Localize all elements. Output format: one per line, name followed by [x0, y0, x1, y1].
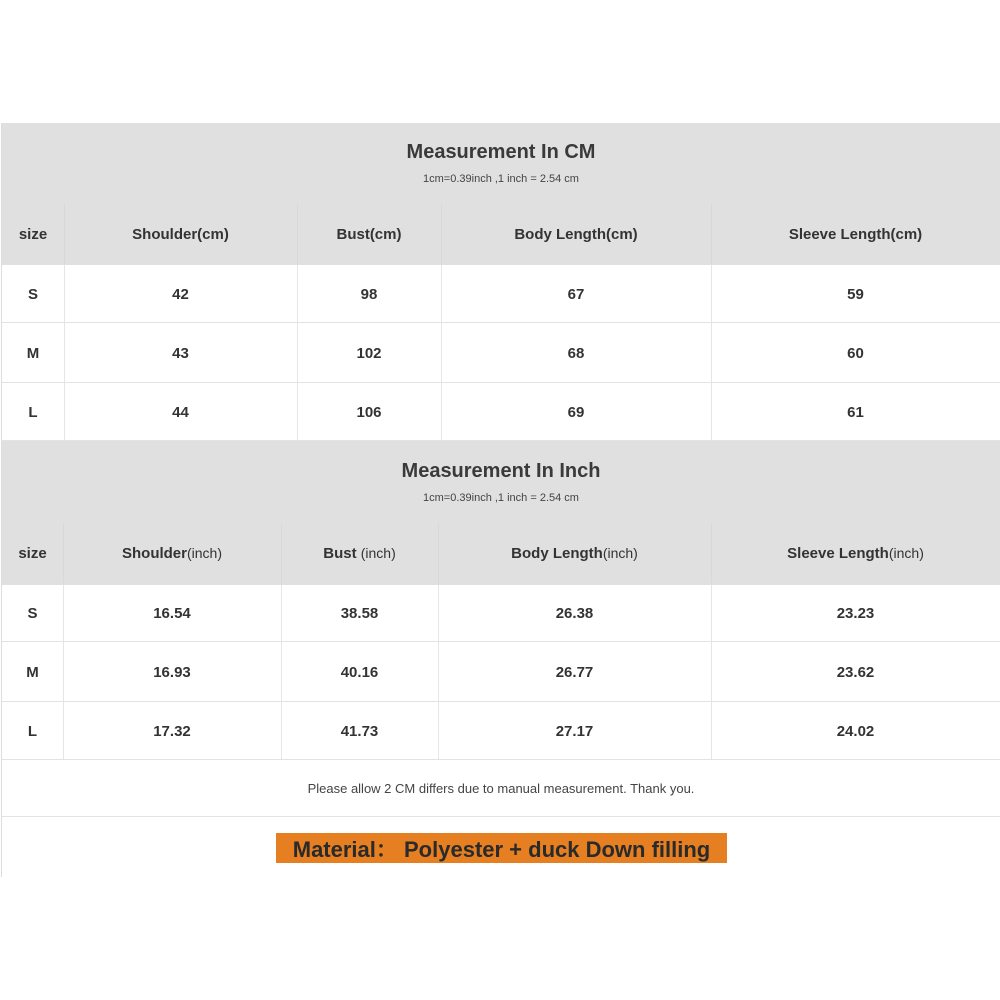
column-divider	[438, 702, 439, 760]
value-cell: 16.54	[153, 605, 191, 622]
inch-table-title: Measurement In Inch	[401, 460, 601, 482]
value-cell: 98	[360, 285, 378, 303]
column-divider	[441, 265, 442, 323]
value-cell: 41.73	[340, 722, 379, 740]
size-cell: S	[27, 285, 38, 303]
cm-table-title: Measurement In CM	[406, 141, 596, 163]
column-divider	[64, 204, 65, 264]
value-cell: 59	[847, 285, 864, 303]
column-divider	[711, 383, 712, 441]
value-cell: 106	[356, 403, 382, 421]
column-divider	[281, 702, 282, 760]
value-cell: 23.62	[836, 663, 875, 681]
value-cell: 23.23	[836, 605, 875, 622]
column-divider	[711, 642, 712, 702]
size-cell: S	[27, 605, 38, 622]
column-divider	[63, 585, 64, 642]
column-header: Shoulder(cm)	[132, 225, 229, 243]
column-header	[2, 523, 63, 583]
column-divider	[63, 523, 64, 583]
column-divider	[63, 702, 64, 760]
column-divider	[711, 323, 712, 383]
column-divider	[63, 642, 64, 702]
column-divider	[281, 642, 282, 702]
column-header-unit: (inch)	[360, 545, 396, 561]
size-cell: L	[27, 722, 38, 740]
column-header: Sleeve Length(cm)	[788, 225, 923, 243]
value-cell: 27.17	[555, 722, 594, 740]
column-divider	[441, 323, 442, 383]
column-header-label: Bust	[323, 544, 361, 562]
column-header-unit: (inch)	[602, 545, 638, 561]
value-cell: 17.32	[153, 722, 191, 740]
column-divider	[441, 383, 442, 441]
value-cell: 44	[172, 403, 189, 421]
size-cell: L	[28, 403, 38, 421]
column-header: Body Length(cm)	[514, 225, 638, 243]
column-header	[711, 523, 1000, 583]
column-divider	[711, 523, 712, 583]
column-divider	[64, 323, 65, 383]
column-header	[281, 523, 438, 583]
column-divider	[711, 204, 712, 264]
column-header-label: Shoulder	[121, 544, 187, 562]
column-divider	[297, 265, 298, 323]
column-header-label: size	[18, 544, 47, 562]
size-cell: M	[26, 663, 39, 681]
column-header-label: Sleeve Length	[787, 544, 889, 562]
column-divider	[297, 204, 298, 264]
column-divider	[438, 523, 439, 583]
column-header-label: Body Length	[511, 544, 603, 562]
value-cell: 69	[567, 403, 585, 421]
cm-table-subtitle: 1cm=0.39inch ,1 inch = 2.54 cm	[423, 173, 579, 185]
column-header	[63, 523, 281, 583]
column-header: size	[18, 225, 48, 243]
column-divider	[441, 204, 442, 264]
value-cell: 16.93	[153, 663, 191, 681]
column-divider	[438, 642, 439, 702]
column-divider	[711, 585, 712, 642]
column-header-unit: (inch)	[187, 545, 223, 561]
column-divider	[711, 702, 712, 760]
material-label: Material： Polyester + duck Down filling	[276, 833, 727, 863]
value-cell: 60	[847, 344, 864, 362]
column-header	[438, 523, 711, 583]
column-divider	[64, 265, 65, 323]
value-cell: 68	[567, 344, 585, 362]
size-cell: M	[26, 344, 40, 362]
column-header-unit: (inch)	[888, 545, 924, 561]
value-cell: 67	[567, 285, 585, 303]
value-cell: 40.16	[340, 663, 379, 681]
column-divider	[297, 323, 298, 383]
value-cell: 26.38	[555, 605, 594, 622]
column-divider	[64, 383, 65, 441]
column-divider	[281, 585, 282, 642]
value-cell: 102	[356, 344, 382, 362]
measurement-note: Please allow 2 CM differs due to manual measurement. Thank you.	[307, 781, 695, 796]
value-cell: 26.77	[555, 663, 594, 681]
value-cell: 24.02	[836, 722, 875, 740]
column-divider	[281, 523, 282, 583]
inch-table-subtitle: 1cm=0.39inch ,1 inch = 2.54 cm	[423, 492, 579, 504]
column-header: Bust(cm)	[336, 225, 402, 243]
value-cell: 42	[172, 285, 189, 303]
value-cell: 61	[847, 403, 864, 421]
column-divider	[297, 383, 298, 441]
value-cell: 43	[172, 344, 189, 362]
column-divider	[438, 585, 439, 642]
value-cell: 38.58	[340, 605, 379, 622]
column-divider	[711, 265, 712, 323]
